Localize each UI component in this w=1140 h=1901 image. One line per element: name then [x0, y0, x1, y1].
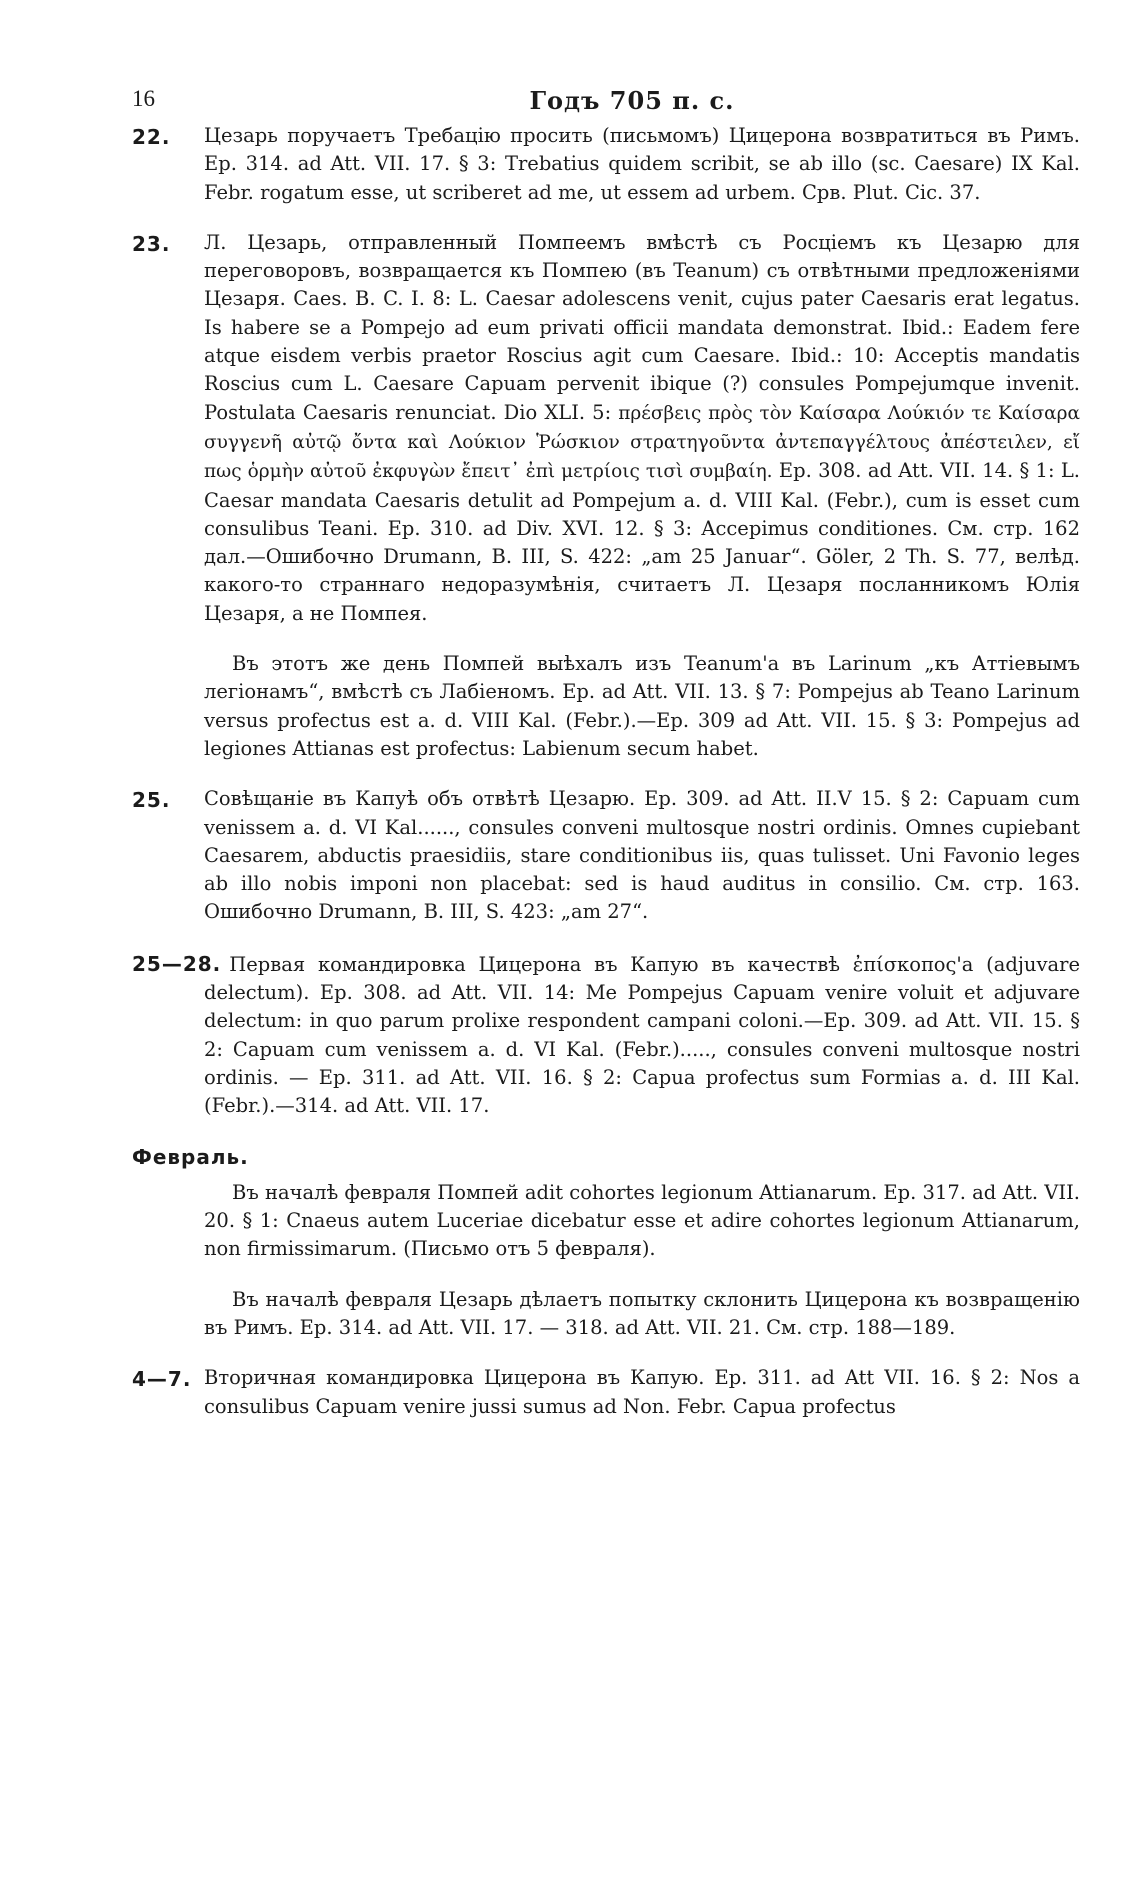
paragraph-february-1: Въ началѣ февраля Помпей adit cohortes legionum Attianarum. Ep. 317. ad Att. VII. 20. § 1: Cnaeus autem Luceriae dicebatur esse et adire cohortes legionum Attianarum, non firmissimarum. (Письмо отъ 5 февраля).	[204, 1180, 1080, 1261]
entry-date: 25.	[132, 788, 171, 813]
entry-22	[132, 122, 1080, 207]
entry-body	[204, 229, 1080, 628]
greek-quote: πρέσβεις πρὸς τὸν Καίσαρα Λούκιόν τε Καίσαρα συγγενῆ αὐτῷ ὄντα καὶ Λούκιον Ῥώσκιον στρατηγοῦντα ἀντεπαγγέλτους ἀπέστειλεν, εἴ πως ὁρμὴν αὐτοῦ ἐκφυγὼν ἔπειτ᾽ ἐπὶ μετρίοις τισὶ συμβαίη.	[204, 402, 1081, 483]
section-heading-february: Февраль.	[132, 1144, 249, 1169]
entry-text: Цезарь поручаетъ Требацiю просить (письмомъ) Цицерона возвратиться въ Римъ. Ep. 314. ad Att. VII. 17. § 3: Trebatius quidem scribit, se ab illo (sc. Caesare) IX Kal. Febr. rogatum esse, ut scriberet ad me, ut essem ad urbem. Срв. Plut. Cic. 37.	[204, 124, 1080, 204]
entry-text: Л. Цезарь, отправленный Помпеемъ вмѣстѣ съ Росцiемъ къ Цезарю для переговоровъ, возвращается къ Помпею (въ Teanum) съ отвѣтными предложенiями Цезаря. Caes. B. C. I. 8: L. Caesar adolescens venit, cujus pater Caesaris erat legatus. Is habere se a Pompejo ad eum privati officii mandata demonstrat. Ibid.: Eadem fere atque eisdem verbis praetor Roscius agit cum Caesare. Ibid.: 10: Acceptis mandatis Roscius cum L. Caesare Capuam pervenit ibique (?) consules Pompejumque invenit. Postulata Caesaris renunciat. Dio XLI. 5:	[204, 230, 1080, 424]
running-title: Годъ 705 п. с.	[529, 86, 735, 115]
entry-date: 23.	[132, 231, 171, 256]
entry-text: Совѣщанiе въ Капуѣ объ отвѣтѣ Цезарю. Ep. 309. ad Att. II.V 15. § 2: Capuam cum venissem a. d. VI Kal......, consules conveni multosque nostri ordinis. Omnes cupiebant Caesarem, abductis praesidiis, stare conditionibus iis, quas tulisset. Uni Favonio leges ab illo nobis imponi non placebat: sed is haud auditus in consilio. См. стр. 163. Ошибочно Drumann, B. III, S. 423: „am 27“.	[204, 787, 1080, 924]
entry-4-7	[132, 1364, 1080, 1421]
entry-25	[132, 785, 1080, 926]
entry-text-continued: Ep. 308. ad Att. VII. 14. § 1: L. Caesar mandata Caesaris detulit ad Pompejum a. d. VIII Kal. (Febr.), cum is esset cum consulibus Teani. Ep. 310. ad Div. XVI. 12. § 3: Accepimus conditiones. См. стр. 162 дал.—Ошибочно Drumann, B. III, S. 422: „am 25 Januar“. Göler, 2 Th. S. 77, велѣд. какого-то страннаго недоразумѣнiя, считаетъ Л. Цезаря посланникомъ Юлiя Цезаря, а не Помпея.	[204, 459, 1080, 625]
page-content	[132, 122, 1080, 1443]
paragraph-february-2: Въ началѣ февраля Цезарь дѣлаетъ попытку склонить Цицерона къ возвращенiю въ Римъ. Ep. 314. ad Att. VII. 17. — 318. ad Att. VII. 21. См. стр. 188—189.	[204, 1287, 1080, 1339]
page-number: 16	[132, 86, 155, 111]
entry-date: 22.	[132, 125, 171, 149]
page-header	[132, 86, 1082, 120]
entry-25-28	[132, 949, 1080, 1121]
entry-text: Вторичная командировка Цицерона въ Капую. Ep. 311. ad Att VII. 16. § 2: Nos a consulibus Capuam venire jussi sumus ad Non. Febr. Capua profectus	[204, 1366, 1080, 1418]
entry-date: 25—28.	[132, 951, 222, 976]
entry-23	[132, 229, 1080, 628]
paragraph-pompey-larinum: Въ этотъ же день Помпей выѣхалъ изъ Teanum'a въ Larinum „къ Аттiевымъ легiонамъ“, вмѣстѣ съ Лабiеномъ. Ep. ad Att. VII. 13. § 7: Pompejus ab Teano Larinum versus profectus est a. d. VIII Kal. (Febr.).—Ep. 309 ad Att. VII. 15. § 3: Pompejus ad legiones Attianas est profectus: Labienum secum habet.	[204, 652, 1080, 760]
entry-text: Первая командировка Цицерона въ Капую въ качествѣ ἐπίσκοπος'а (adjuvare delectum). Ep. 308. ad Att. VII. 14: Me Pompejus Capuam venire voluit et adjuvare delectum: in quo parum prolixe respondent campani coloni.—Ep. 309. ad Att. VII. 15. § 2: Capuam cum venissem a. d. VI Kal. (Febr.)....., consules conveni multosque nostri ordinis. — Ep. 311. ad Att. VII. 16. § 2: Capua profectus sum Formias a. d. III Kal. (Febr.).—314. ad Att. VII. 17.	[204, 952, 1080, 1118]
entry-date: 4—7.	[132, 1367, 192, 1392]
